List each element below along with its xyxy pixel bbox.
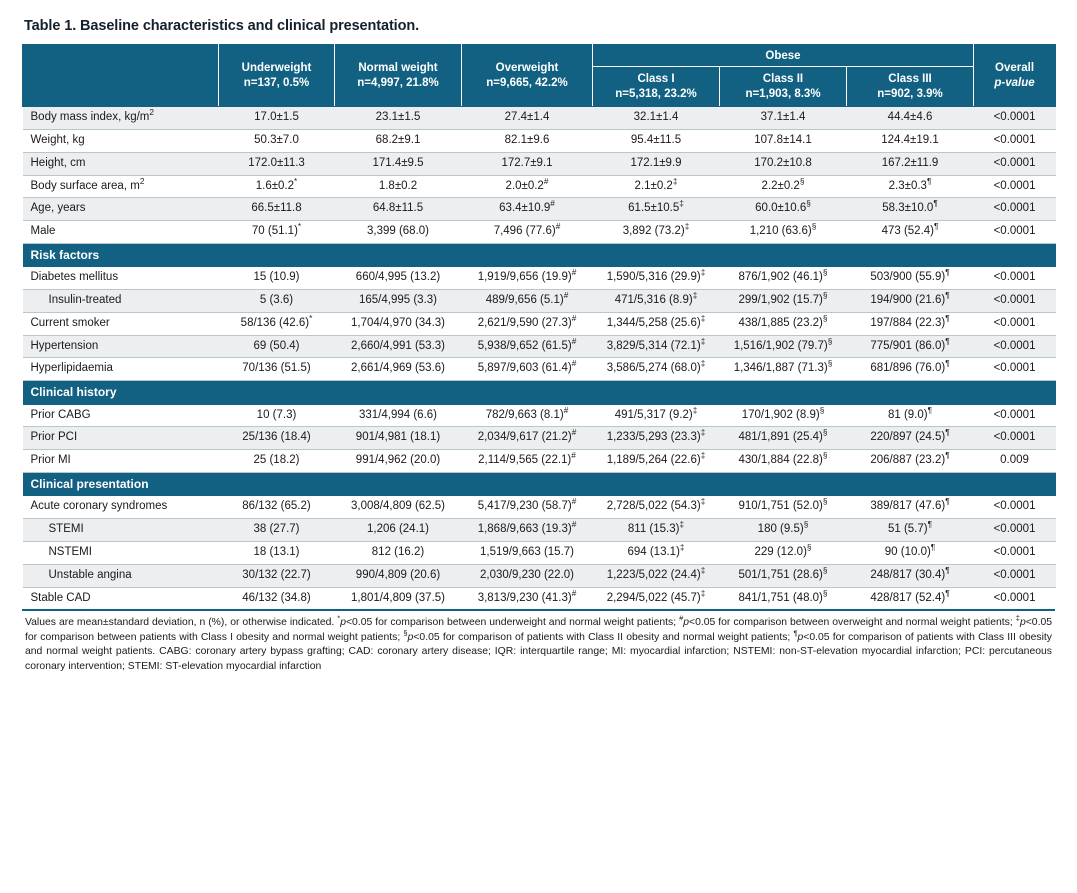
cell-value: 438/1,885 (23.2)§ [720, 312, 847, 335]
cell-value: 180 (9.5)§ [720, 519, 847, 542]
table-row [23, 564, 1056, 587]
cell-value: 473 (52.4)¶ [847, 221, 974, 244]
row-label: Body surface area, $m^2$ [23, 175, 219, 198]
cell-value: 82.1±9.6 [462, 129, 593, 152]
cell-value: 1,233/5,293 (23.3)‡ [593, 427, 720, 450]
cell-value: 90 (10.0)¶ [847, 542, 974, 565]
row-label: Hyperlipidaemia [23, 358, 219, 381]
cell-value: 124.4±19.1 [847, 129, 974, 152]
cell-value: 991/4,962 (20.0) [335, 450, 462, 473]
cell-value: 51 (5.7)¶ [847, 519, 974, 542]
table-row [23, 587, 1056, 609]
row-label: Acute coronary syndromes [23, 496, 219, 519]
cell-value: 220/897 (24.5)¶ [847, 427, 974, 450]
cell-pvalue: <0.0001 [974, 290, 1056, 313]
cell-value: 2.2±0.2§ [720, 175, 847, 198]
cell-value: 5,417/9,230 (58.7)# [462, 496, 593, 519]
cell-value: 990/4,809 (20.6) [335, 564, 462, 587]
row-label: Male [23, 221, 219, 244]
cell-value: 782/9,663 (8.1)# [462, 404, 593, 427]
cell-pvalue: <0.0001 [974, 152, 1056, 175]
header-cell-overweight [462, 45, 593, 107]
table-row [23, 358, 1056, 381]
table-row [23, 290, 1056, 313]
header-cell-normal-weight [335, 45, 462, 107]
cell-value: 197/884 (22.3)¶ [847, 312, 974, 335]
cell-value: 165/4,995 (3.3) [335, 290, 462, 313]
header-overall-label: Overall [995, 62, 1035, 75]
cell-value: 1,868/9,663 (19.3)# [462, 519, 593, 542]
header-class1-label: Class I [637, 73, 675, 86]
cell-value: 69 (50.4) [219, 335, 335, 358]
cell-value: 18 (13.1) [219, 542, 335, 565]
header-class3-label: Class III [888, 73, 932, 86]
cell-value: 489/9,656 (5.1)# [462, 290, 593, 313]
row-label: Age, years [23, 198, 219, 221]
cell-value: 681/896 (76.0)¶ [847, 358, 974, 381]
cell-value: 910/1,751 (52.0)§ [720, 496, 847, 519]
table-row [23, 335, 1056, 358]
row-label: Body mass index, $kg/m^2$ [23, 107, 219, 130]
cell-value: 2.1±0.2‡ [593, 175, 720, 198]
cell-value: 171.4±9.5 [335, 152, 462, 175]
row-label: Insulin-treated [23, 290, 219, 313]
cell-value: 194/900 (21.6)¶ [847, 290, 974, 313]
header-overweight-label: Overweight [495, 62, 559, 75]
cell-value: 2,621/9,590 (27.3)# [462, 312, 593, 335]
cell-value: 58.3±10.0¶ [847, 198, 974, 221]
table-section-header [23, 243, 1056, 266]
cell-value: 44.4±4.6 [847, 107, 974, 130]
cell-value: 172.7±9.1 [462, 152, 593, 175]
header-cell-overall-pvalue [974, 45, 1056, 107]
cell-value: 1,189/5,264 (22.6)‡ [593, 450, 720, 473]
table-header [23, 45, 1056, 107]
cell-pvalue: <0.0001 [974, 358, 1056, 381]
cell-value: 38 (27.7) [219, 519, 335, 542]
header-underweight-n: n=137, 0.5% [243, 76, 310, 89]
cell-pvalue: <0.0001 [974, 519, 1056, 542]
cell-value: 248/817 (30.4)¶ [847, 564, 974, 587]
cell-value: 3,586/5,274 (68.0)‡ [593, 358, 720, 381]
cell-value: 2,034/9,617 (21.2)# [462, 427, 593, 450]
header-class2-n: n=1,903, 8.3% [745, 87, 821, 100]
table-row [23, 542, 1056, 565]
cell-value: 694 (13.1)‡ [593, 542, 720, 565]
table-row [23, 267, 1056, 290]
table-row [23, 404, 1056, 427]
cell-value: 430/1,884 (22.8)§ [720, 450, 847, 473]
cell-value: 5,938/9,652 (61.5)# [462, 335, 593, 358]
cell-value: 206/887 (23.2)¶ [847, 450, 974, 473]
table-row [23, 427, 1056, 450]
cell-value: 70 (51.1)* [219, 221, 335, 244]
cell-pvalue: <0.0001 [974, 335, 1056, 358]
header-cell-underweight [219, 45, 335, 107]
cell-value: 86/132 (65.2) [219, 496, 335, 519]
cell-value: 25/136 (18.4) [219, 427, 335, 450]
row-label: Current smoker [23, 312, 219, 335]
cell-value: 1,210 (63.6)§ [720, 221, 847, 244]
table-row [23, 519, 1056, 542]
cell-value: 10 (7.3) [219, 404, 335, 427]
cell-value: 812 (16.2) [335, 542, 462, 565]
cell-value: 775/901 (86.0)¶ [847, 335, 974, 358]
header-class3-n: n=902, 3.9% [877, 87, 943, 100]
cell-value: 1,919/9,656 (19.9)# [462, 267, 593, 290]
cell-value: 3,829/5,314 (72.1)‡ [593, 335, 720, 358]
section-title: Clinical presentation [23, 473, 1056, 496]
cell-value: 81 (9.0)¶ [847, 404, 974, 427]
cell-value: 172.0±11.3 [219, 152, 335, 175]
cell-value: 299/1,902 (15.7)§ [720, 290, 847, 313]
cell-value: 229 (12.0)§ [720, 542, 847, 565]
cell-value: 2,728/5,022 (54.3)‡ [593, 496, 720, 519]
cell-value: 3,399 (68.0) [335, 221, 462, 244]
row-label: Prior PCI [23, 427, 219, 450]
cell-pvalue: <0.0001 [974, 198, 1056, 221]
cell-value: 811 (15.3)‡ [593, 519, 720, 542]
row-label: Diabetes mellitus [23, 267, 219, 290]
cell-value: 50.3±7.0 [219, 129, 335, 152]
section-title: Risk factors [23, 243, 1056, 266]
cell-value: 32.1±1.4 [593, 107, 720, 130]
table-row [23, 175, 1056, 198]
cell-value: 107.8±14.1 [720, 129, 847, 152]
header-cell-class2 [720, 67, 847, 107]
row-label: STEMI [23, 519, 219, 542]
cell-value: 2,030/9,230 (22.0) [462, 564, 593, 587]
cell-value: 2,114/9,565 (22.1)# [462, 450, 593, 473]
table-row [23, 129, 1056, 152]
cell-value: 70/136 (51.5) [219, 358, 335, 381]
table-row [23, 107, 1056, 130]
cell-value: 876/1,902 (46.1)§ [720, 267, 847, 290]
cell-value: 501/1,751 (28.6)§ [720, 564, 847, 587]
cell-value: 170.2±10.8 [720, 152, 847, 175]
cell-value: 1,516/1,902 (79.7)§ [720, 335, 847, 358]
header-normal-weight-label: Normal weight [358, 62, 438, 75]
cell-value: 1,801/4,809 (37.5) [335, 587, 462, 609]
header-cell-class1 [593, 67, 720, 107]
table-row [23, 198, 1056, 221]
cell-value: 503/900 (55.9)¶ [847, 267, 974, 290]
row-label: Height, cm [23, 152, 219, 175]
header-cell-blank [23, 45, 219, 107]
table-row [23, 496, 1056, 519]
cell-value: 1,344/5,258 (25.6)‡ [593, 312, 720, 335]
cell-value: 481/1,891 (25.4)§ [720, 427, 847, 450]
row-label: Stable CAD [23, 587, 219, 609]
header-cell-class3 [847, 67, 974, 107]
header-normal-weight-n: n=4,997, 21.8% [357, 76, 439, 89]
table-footnote: Values are mean±standard deviation, n (%), or otherwise indicated. *p<0.05 for comparison between underweight and normal weight patients; #p<0.05 for comparison between overweight and normal weight patients; ‡p<0.05 for comparison between patients with Class I obesity and normal weight patients; §p<0.05 for comparison of patients with Class II obesity and normal weight patients; ¶p<0.05 for comparison of patients with Class III obesity and normal weight patients. CABG: coronary artery bypass grafting; CAD: coronary artery disease; IQR: interquartile range; MI: myocardial infarction; NSTEMI: non-ST-elevation myocardial infarction; PCI: percutaneous coronary intervention; STEMI: ST-elevation myocardial infarction [22, 609, 1055, 673]
cell-value: 25 (18.2) [219, 450, 335, 473]
cell-value: 5,897/9,603 (61.4)# [462, 358, 593, 381]
cell-pvalue: <0.0001 [974, 107, 1056, 130]
cell-value: 172.1±9.9 [593, 152, 720, 175]
cell-value: 167.2±11.9 [847, 152, 974, 175]
cell-value: 331/4,994 (6.6) [335, 404, 462, 427]
header-row-group [23, 45, 1056, 67]
cell-value: 37.1±1.4 [720, 107, 847, 130]
cell-value: 901/4,981 (18.1) [335, 427, 462, 450]
cell-value: 1,206 (24.1) [335, 519, 462, 542]
cell-value: 2,294/5,022 (45.7)‡ [593, 587, 720, 609]
cell-value: 1,704/4,970 (34.3) [335, 312, 462, 335]
cell-pvalue: <0.0001 [974, 496, 1056, 519]
cell-value: 1.6±0.2* [219, 175, 335, 198]
table-section-header [23, 381, 1056, 404]
cell-pvalue: <0.0001 [974, 129, 1056, 152]
cell-value: 1,519/9,663 (15.7) [462, 542, 593, 565]
cell-value: 95.4±11.5 [593, 129, 720, 152]
cell-value: 46/132 (34.8) [219, 587, 335, 609]
cell-value: 66.5±11.8 [219, 198, 335, 221]
cell-value: 23.1±1.5 [335, 107, 462, 130]
cell-value: 428/817 (52.4)¶ [847, 587, 974, 609]
cell-pvalue: <0.0001 [974, 267, 1056, 290]
cell-value: 2.3±0.3¶ [847, 175, 974, 198]
header-overall-pvalue-label: p-value [994, 76, 1035, 89]
cell-value: 170/1,902 (8.9)§ [720, 404, 847, 427]
header-class2-label: Class II [762, 73, 804, 86]
cell-value: 5 (3.6) [219, 290, 335, 313]
cell-value: 17.0±1.5 [219, 107, 335, 130]
cell-value: 2.0±0.2# [462, 175, 593, 198]
cell-value: 1,590/5,316 (29.9)‡ [593, 267, 720, 290]
cell-pvalue: <0.0001 [974, 175, 1056, 198]
cell-value: 64.8±11.5 [335, 198, 462, 221]
header-cell-obese-group: Obese [593, 45, 974, 67]
table-row [23, 152, 1056, 175]
cell-value: 841/1,751 (48.0)§ [720, 587, 847, 609]
row-label: Unstable angina [23, 564, 219, 587]
cell-value: 2,661/4,969 (53.6) [335, 358, 462, 381]
cell-value: 491/5,317 (9.2)‡ [593, 404, 720, 427]
cell-pvalue: <0.0001 [974, 221, 1056, 244]
page-title: Table 1. Baseline characteristics and clinical presentation. [24, 18, 420, 34]
cell-value: 660/4,995 (13.2) [335, 267, 462, 290]
header-overweight-n: n=9,665, 42.2% [486, 76, 568, 89]
table-row [23, 450, 1056, 473]
row-label: Prior MI [23, 450, 219, 473]
cell-value: 30/132 (22.7) [219, 564, 335, 587]
cell-value: 58/136 (42.6)* [219, 312, 335, 335]
cell-value: 3,008/4,809 (62.5) [335, 496, 462, 519]
baseline-characteristics-table [22, 44, 1056, 609]
header-class1-n: n=5,318, 23.2% [615, 87, 697, 100]
table-row [23, 312, 1056, 335]
cell-pvalue: 0.009 [974, 450, 1056, 473]
cell-value: 68.2±9.1 [335, 129, 462, 152]
cell-value: 27.4±1.4 [462, 107, 593, 130]
cell-value: 3,813/9,230 (41.3)# [462, 587, 593, 609]
table-row [23, 221, 1056, 244]
cell-value: 15 (10.9) [219, 267, 335, 290]
header-underweight-label: Underweight [241, 62, 312, 75]
row-label: Hypertension [23, 335, 219, 358]
cell-value: 1.8±0.2 [335, 175, 462, 198]
cell-pvalue: <0.0001 [974, 427, 1056, 450]
table-body [23, 107, 1056, 610]
cell-value: 3,892 (73.2)‡ [593, 221, 720, 244]
cell-value: 7,496 (77.6)# [462, 221, 593, 244]
cell-value: 1,223/5,022 (24.4)‡ [593, 564, 720, 587]
cell-pvalue: <0.0001 [974, 404, 1056, 427]
cell-value: 471/5,316 (8.9)‡ [593, 290, 720, 313]
cell-value: 63.4±10.9# [462, 198, 593, 221]
table-section-header [23, 473, 1056, 496]
cell-pvalue: <0.0001 [974, 542, 1056, 565]
cell-value: 2,660/4,991 (53.3) [335, 335, 462, 358]
row-label: NSTEMI [23, 542, 219, 565]
cell-value: 1,346/1,887 (71.3)§ [720, 358, 847, 381]
cell-pvalue: <0.0001 [974, 587, 1056, 609]
cell-pvalue: <0.0001 [974, 564, 1056, 587]
row-label: Prior CABG [23, 404, 219, 427]
section-title: Clinical history [23, 381, 1056, 404]
cell-value: 389/817 (47.6)¶ [847, 496, 974, 519]
row-label: Weight, kg [23, 129, 219, 152]
cell-value: 61.5±10.5‡ [593, 198, 720, 221]
cell-pvalue: <0.0001 [974, 312, 1056, 335]
cell-value: 60.0±10.6§ [720, 198, 847, 221]
